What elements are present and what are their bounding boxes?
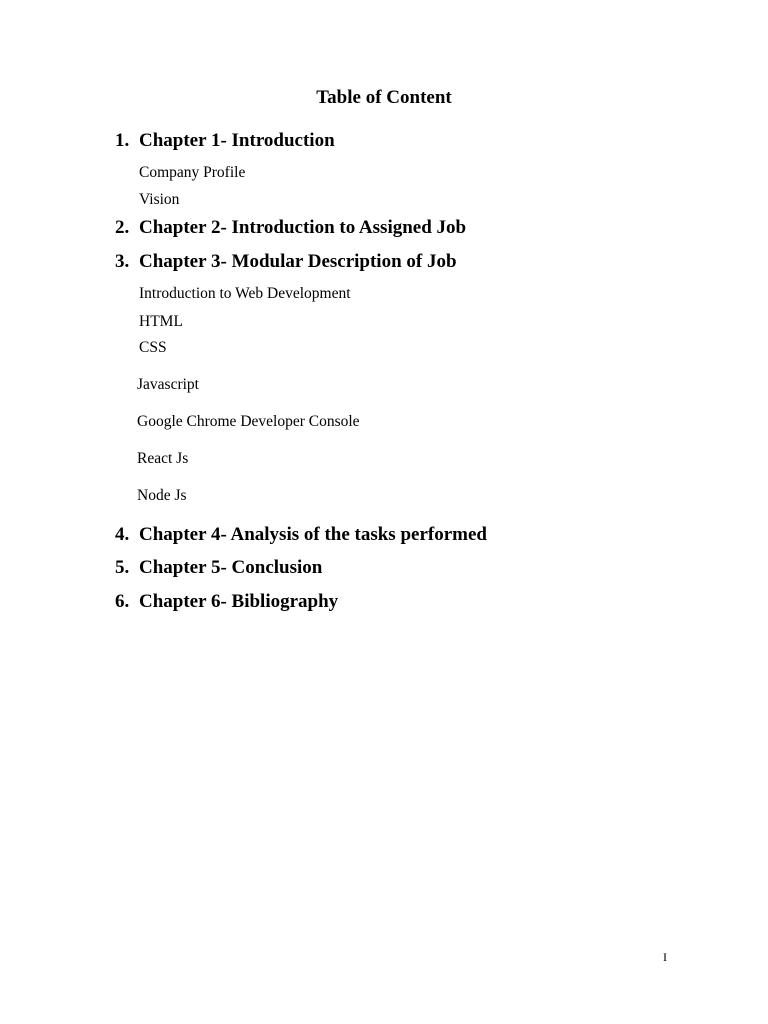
section-company-profile: Company Profile [139, 164, 246, 181]
page-title: Table of Content [316, 87, 452, 108]
chapter-5-heading [115, 556, 322, 580]
chapter-1-heading [115, 129, 335, 153]
chapter-number: 2. [115, 217, 130, 238]
chapter-2-heading [115, 216, 466, 240]
chapter-label: Chapter 5- Conclusion [139, 557, 323, 578]
chapter-number: 1. [115, 130, 130, 151]
chapter-label: Chapter 4- Analysis of the tasks performed [139, 524, 487, 545]
section-css: CSS [139, 339, 167, 356]
chapter-label: Chapter 2- Introduction to Assigned Job [139, 217, 467, 238]
chapter-label: Chapter 1- Introduction [139, 130, 335, 151]
chapter-number: 3. [115, 251, 130, 272]
chapter-4-heading [115, 523, 487, 547]
page-number: I [663, 950, 667, 964]
section-node-js: Node Js [137, 487, 187, 504]
chapter-number: 5. [115, 557, 130, 578]
section-intro-web-development: Introduction to Web Development [139, 285, 351, 302]
chapter-6-heading [115, 590, 338, 614]
chapter-label: Chapter 3- Modular Description of Job [139, 251, 457, 272]
chapter-3-heading [115, 250, 457, 274]
chapter-number: 4. [115, 524, 130, 545]
chapter-number: 6. [115, 591, 130, 612]
section-vision: Vision [139, 191, 180, 208]
section-react-js: React Js [137, 450, 189, 467]
section-chrome-devconsole: Google Chrome Developer Console [137, 413, 360, 430]
section-html: HTML [139, 313, 183, 330]
chapter-label: Chapter 6- Bibliography [139, 591, 339, 612]
section-javascript: Javascript [137, 376, 199, 393]
